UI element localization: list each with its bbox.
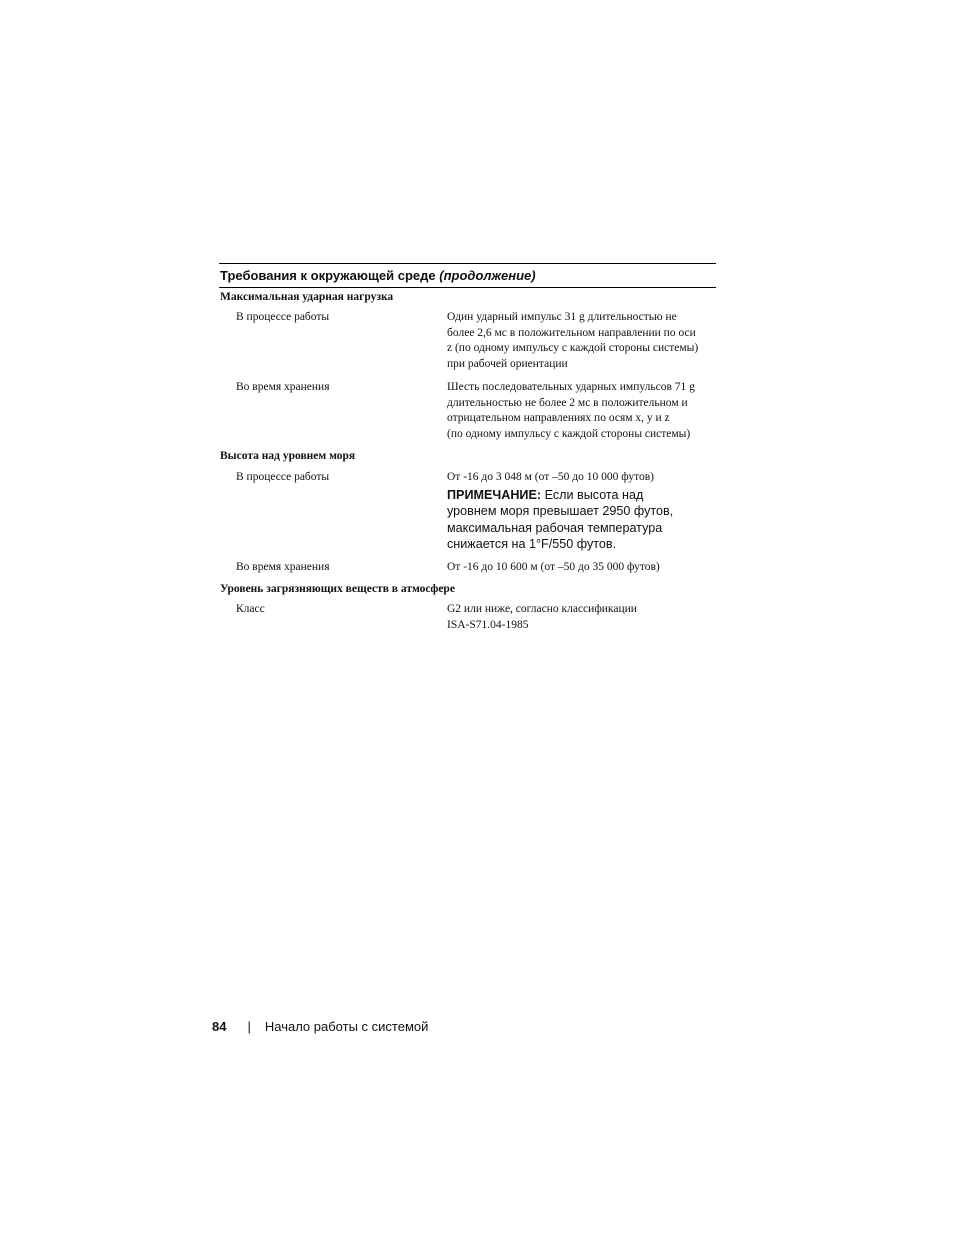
note-text: максимальная рабочая температура [447, 520, 663, 535]
table-row [219, 470, 716, 553]
value-line: при рабочей ориентации [447, 357, 568, 370]
row-value [447, 470, 716, 553]
row-label: Во время хранения [236, 381, 330, 393]
note [447, 487, 716, 553]
value-line: От -16 до 10 600 м (от –50 до 35 000 футов) [447, 560, 660, 573]
value-line: ISA-S71.04-1985 [447, 618, 529, 631]
value-line: длительностью не более 2 мс в положительном и [447, 396, 688, 409]
note-text: снижается на 1°F/550 футов. [447, 537, 617, 551]
value-line: отрицательном направлениях по осям x, y и z [447, 412, 670, 424]
environment-table [219, 263, 716, 633]
table-row [219, 602, 716, 633]
row-value [447, 602, 716, 633]
table-row [219, 560, 716, 576]
table-title-continued: (продолжение) [439, 268, 536, 283]
row-label: Класс [236, 603, 265, 615]
row-value [447, 380, 716, 442]
value-line: z (по одному импульсу с каждой стороны системы) [447, 342, 699, 354]
value-line: более 2,6 мс в положительном направлении по оси [447, 326, 696, 339]
value-line: От -16 до 3 048 м (от –50 до 10 000 футов) [447, 471, 655, 483]
footer-separator: | [247, 1019, 251, 1034]
row-value [447, 560, 716, 576]
section-heading-altitude: Высота над уровнем моря [220, 450, 356, 462]
page-footer [212, 1019, 428, 1034]
table-row [219, 380, 716, 442]
row-value [447, 310, 716, 372]
table-title [219, 263, 716, 288]
row-label: В процессе работы [236, 471, 330, 483]
row-label: Во время хранения [236, 560, 330, 573]
footer-title: Начало работы с системой [264, 1019, 429, 1034]
note-label: ПРИМЕЧАНИЕ: [447, 487, 542, 502]
page-number: 84 [212, 1019, 227, 1034]
section-heading-contaminants: Уровень загрязняющих веществ в атмосфере [220, 583, 455, 595]
value-line: Один ударный импульс 31 g длительностью не [447, 311, 677, 323]
value-line: G2 или ниже, согласно классификации [447, 603, 637, 615]
value-line: Шесть последовательных ударных импульсов 71 g [447, 381, 695, 393]
note-text: уровнем моря превышает 2950 футов, [447, 504, 674, 518]
note-text: Если высота над [541, 487, 644, 502]
section-heading-shock: Максимальная ударная нагрузка [220, 291, 394, 303]
table-title-text: Требования к окружающей среде [220, 268, 436, 283]
value-line: (по одному импульсу с каждой стороны системы) [447, 427, 691, 440]
table-row [219, 310, 716, 372]
row-label: В процессе работы [236, 311, 330, 323]
